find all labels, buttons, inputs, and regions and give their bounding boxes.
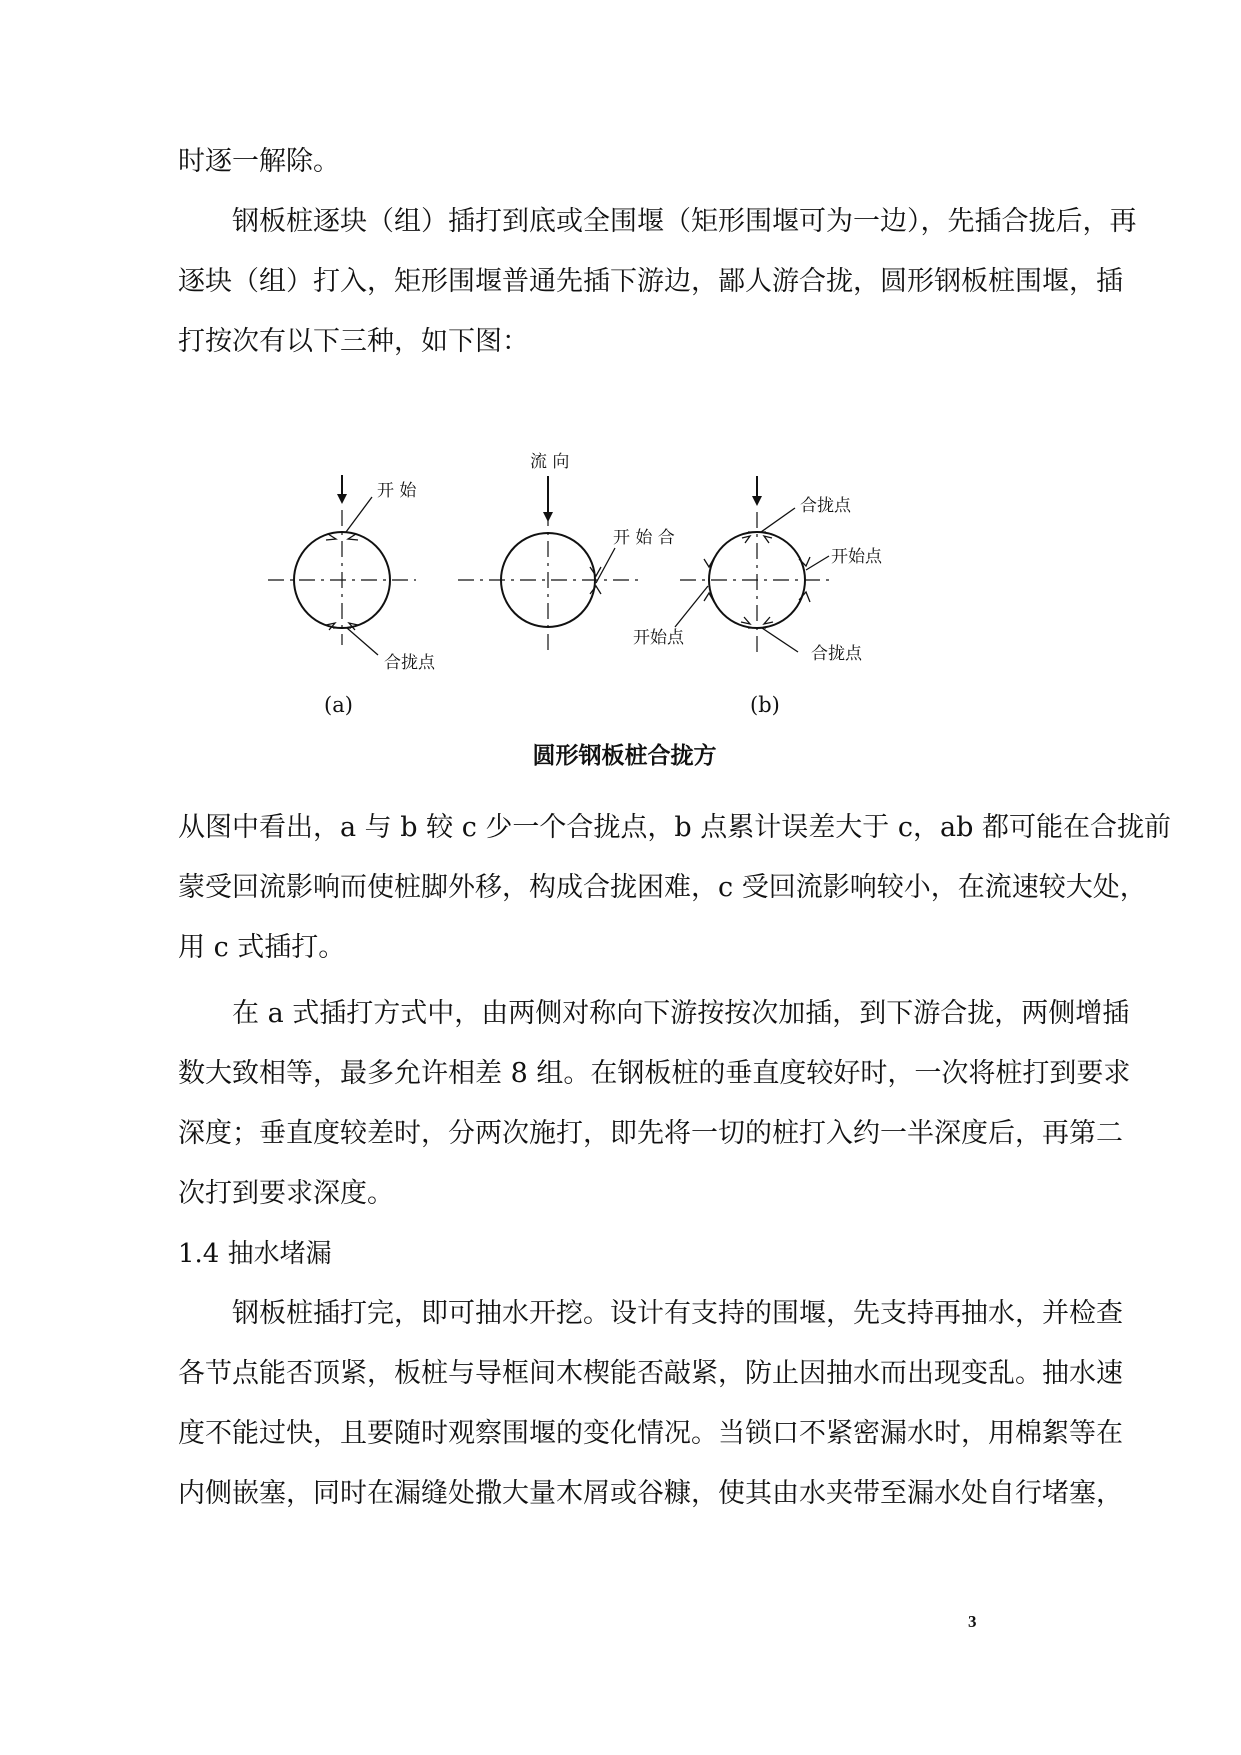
direction-arrowhead: [742, 536, 750, 543]
label-c-close-bottom: 合拢点: [811, 644, 862, 664]
text-line: 逐块（组）打入，矩形围堰普通先插下游边，鄙人游合拢，圆形钢板桩围堰，插: [178, 266, 1123, 297]
diagram-a: [268, 475, 416, 655]
figure-caption: 圆形钢板桩合拢方: [532, 743, 717, 769]
text-line: 时逐一解除。: [178, 146, 340, 177]
direction-arrowhead: [590, 586, 601, 594]
text-line: 在 a 式插打方式中，由两侧对称向下游按按次加插，到下游合拢，两侧增插: [232, 998, 1130, 1029]
sublabel-b: (b): [750, 693, 780, 717]
direction-arrowhead: [764, 536, 772, 543]
text-line: 数大致相等，最多允许相差 8 组。在钢板桩的垂直度较好时，一次将桩打到要求: [178, 1058, 1131, 1089]
text-line: 内侧嵌塞，同时在漏缝处撒大量木屑或谷糠，使其由水夹带至漏水处自行堵塞，: [178, 1478, 1123, 1509]
text-line: 用 c 式插打。: [178, 932, 346, 963]
label-a-start: 开 始: [377, 481, 417, 501]
label-b-start-close: 开 始 合: [613, 528, 675, 548]
label-c-close-top: 合拢点: [800, 496, 851, 516]
leader-line: [762, 628, 798, 652]
direction-arrowhead: [741, 617, 750, 624]
sublabel-a: (a): [324, 693, 353, 717]
leader-line: [346, 497, 372, 532]
text-line: 深度；垂直度较差时，分两次施打，即先将一切的桩打入约一半深度后，再第二: [178, 1118, 1123, 1149]
leader-line: [761, 508, 795, 532]
page-number: 3: [968, 1612, 977, 1631]
text-line: 各节点能否顶紧，板桩与导框间木楔能否敲紧，防止因抽水而出现变乱。抽水速: [178, 1358, 1123, 1389]
text-line: 打按次有以下三种，如下图：: [178, 326, 529, 357]
direction-arrowhead: [764, 617, 773, 624]
text-line: 度不能过快，且要随时观察围堰的变化情况。当锁口不紧密漏水时，用棉絮等在: [178, 1418, 1123, 1449]
text-line: 从图中看出，a 与 b 较 c 少一个合拢点，b 点累计误差大于 c，ab 都可能在合拢前: [178, 812, 1171, 843]
leader-line: [347, 628, 378, 655]
direction-arrowhead: [590, 567, 601, 576]
text-line: 钢板桩插打完，即可抽水开挖。设计有支持的围堰，先支持再抽水，并检查: [232, 1298, 1123, 1329]
text-line: 次打到要求深度。: [178, 1178, 394, 1209]
label-b-flow: 流 向: [530, 452, 570, 472]
cofferdam-closure-figure: [0, 440, 1241, 740]
diagram-b: [458, 476, 638, 652]
label-a-close: 合拢点: [384, 653, 435, 673]
label-c-start-left: 开始点: [633, 628, 684, 648]
text-line: 钢板桩逐块（组）插打到底或全围堰（矩形围堰可为一边），先插合拢后，再: [232, 206, 1137, 237]
leader-line: [675, 586, 708, 627]
section-heading: 1.4 抽水堵漏: [178, 1239, 332, 1269]
leader-line: [596, 548, 615, 583]
text-line: 蒙受回流影响而使桩脚外移，构成合拢困难，c 受回流影响较小，在流速较大处，: [178, 872, 1147, 903]
label-c-start-right: 开始点: [831, 547, 882, 567]
